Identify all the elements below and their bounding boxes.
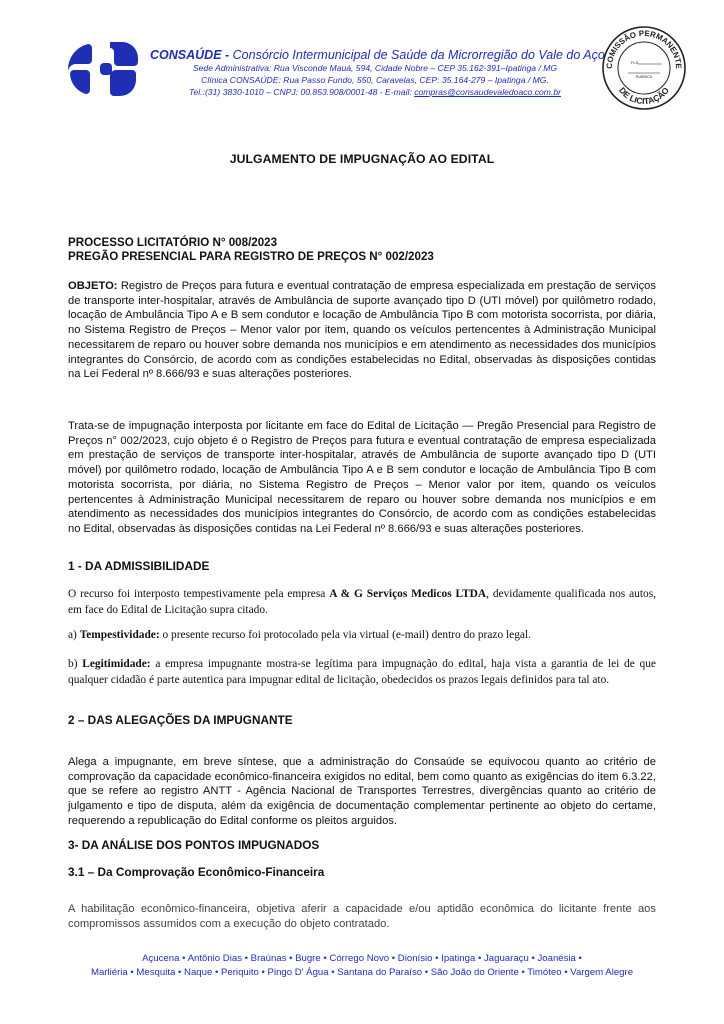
commission-stamp [600, 24, 688, 112]
admissibility-paragraph: O recurso foi interposto tempestivamente pela empresa A & G Serviços Medicos LTDA, devidamente qualificada nos autos, em face do Edital de Licitação supra citado. [68, 588, 656, 616]
stamp-text-top: COMISSÃO PERMANENTE [604, 28, 684, 69]
address-headquarters: Sede Administrativa: Rua Visconde Mauá, 594, Cidade Nobre – CEP 35.162-391–Ipatinga / MG [192, 63, 558, 73]
footer-line-1: Açucena • Antônio Dias • Braúnas • Bugre • Córrego Novo • Dionísio • Ipatinga • Jaguaraçu • Joanésia • [142, 953, 582, 964]
section-3-heading: 3- DA ANÁLISE DOS PONTOS IMPUGNADOS [68, 838, 320, 852]
stamp-text-bottom: DE LICITAÇÃO [617, 85, 671, 107]
process-number: PROCESSO LICITATÓRIO N° 008/2023 [68, 236, 278, 249]
footer-line-2: Marliéria • Mesquita • Naque • Periquito • Pingo D' Água • Santana do Paraíso • São João do Oriente • Timóteo • Vargem Alegre [90, 967, 634, 978]
company-name: A & G Serviços Medicos LTDA [329, 588, 487, 600]
auction-number: PREGÃO PRESENCIAL PARA REGISTRO DE PREÇOS N° 002/2023 [68, 250, 434, 263]
consaude-logo [66, 40, 140, 98]
footer-municipalities [0, 952, 724, 980]
stamp-rubrica: RUBRICA [635, 75, 653, 79]
section-2-heading: 2 – DAS ALEGAÇÕES DA IMPUGNANTE [68, 713, 293, 727]
contact-line: Tel.:(31) 3830-1010 – CNPJ: 00.853.908/0001-48 - E-mail: compras@consaudevaledoaco.com.br [189, 87, 561, 97]
context-paragraph: Trata-se de impugnação interposta por licitante em face do Edital de Licitação — Pregão Presencial para Registro de Preços n° 002/2023, cujo objeto é o Registro de Preços para futura e eventual contratação de empresa especializada em prestação de serviços de transporte inter-hospitalar, através de Ambulância de suporte avançado tipo D (UTI móvel) por quilômetro rodado, locação de Ambulância Tipo A e B sem condutor e locação de Ambulância Tipo B com motorista socorrista, por diária, no Sistema Registro de Preços – Menor valor por item, quando os veículos pertencentes à Administração Municipal necessitarem de reparo ou houver sobre demanda nos municípios e em atendimento as necessidades dos municípios integrantes do Consórcio, de acordo com as condições estabelecidas no Edital, observadas às disposições contidas na Lei Federal nº 8.666/93 e suas alterações posteriores. [68, 420, 656, 535]
address-clinic: Clínica CONSAÚDE: Rua Passo Fundo, 550, Caravelas, CEP: 35.164-279 – Ipatinga / MG. [201, 75, 549, 85]
letterhead [150, 48, 605, 98]
organization-name: CONSAÚDE - Consórcio Intermunicipal de Saúde da Microrregião do Vale do Aço [150, 48, 605, 62]
timeliness-item: a) Tempestividade: o presente recurso foi protocolado pela via virtual (e-mail) dentro do prazo legal. [68, 629, 531, 641]
document-title: JULGAMENTO DE IMPUGNAÇÃO AO EDITAL [229, 152, 495, 166]
legitimacy-item: b) Legitimidade: a empresa impugnante mostra-se legítima para impugnação do edital, haja vista a garantia de lei de que qualquer cidadão é parte autentica para impugnar edital de licitação, obedecidos os prazos legais definidos para tal ato. [68, 658, 656, 686]
email-link[interactable]: compras@consaudevaledoaco.com.br [414, 87, 561, 97]
subsection-3-1-heading: 3.1 – Da Comprovação Econômico-Financeira [68, 865, 325, 879]
objeto-label: OBJETO: [68, 280, 118, 292]
stamp-fls: FLS [631, 60, 639, 65]
allegations-paragraph: Alega a impugnante, em breve síntese, que a administração do Consaúde se equivocou quanto ao critério de comprovação da capacidade econômico-financeira exigidos no edital, bem como quanto as exigências do item 6.3.22, que se refere ao registro ANTT - Agência Nacional de Transportes Terrestres, divergências quanto ao critério de julgamento e tipo de disputa, além da exigência de documentação complementar pertinente ao objeto do certame, requerendo a republicação do Edital conforme os pleitos arguidos. [68, 756, 656, 827]
financial-paragraph: A habilitação econômico-financeira, objetiva aferir a capacidade e/ou aptidão econômica do licitante frente aos compromissos assumidos com a execução do objeto contratado. [68, 903, 656, 930]
section-1-heading: 1 - DA ADMISSIBILIDADE [68, 559, 210, 573]
objeto-paragraph: OBJETO: Registro de Preços para futura e eventual contratação de empresa especializada em prestação de serviços de transporte inter-hospitalar, através de Ambulância de suporte avançado tipo D (UTI móvel) por quilômetro rodado, locação de Ambulância Tipo A e B sem condutor e locação de Ambulância Tipo B com motorista socorrista, por diária, no Sistema Registro de Preços – Menor valor por item, quando os veículos pertencentes à Administração Municipal necessitarem de reparo ou houver sobre demanda nos municípios e em atendimento as necessidades dos municípios integrantes do Consórcio, de acordo com as condições estabelecidas no Edital, observadas às disposições contidas na Lei Federal nº 8.666/93 e suas alterações posteriores. [68, 280, 656, 381]
